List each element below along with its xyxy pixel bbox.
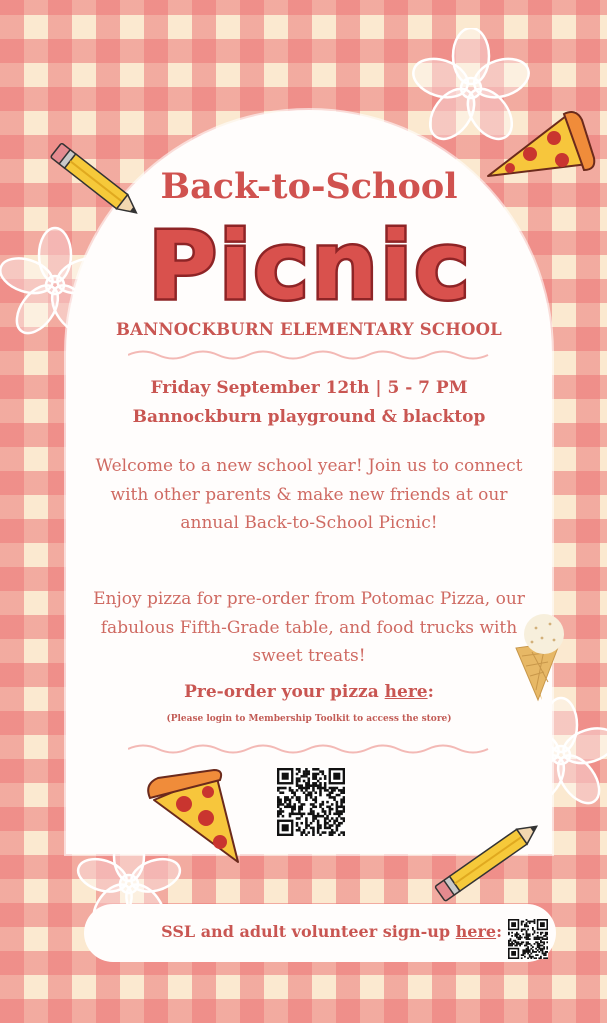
preorder-colon: : bbox=[427, 682, 434, 702]
ice-cream-cone-icon bbox=[512, 612, 572, 702]
preorder-line bbox=[66, 682, 552, 702]
wavy-divider bbox=[128, 348, 490, 362]
volunteer-link[interactable]: here bbox=[455, 922, 497, 941]
preorder-text: Pre-order your pizza bbox=[184, 682, 385, 702]
pizza-slice-icon bbox=[146, 766, 250, 872]
volunteer-colon: : bbox=[496, 922, 502, 941]
school-name: BANNOCKBURN ELEMENTARY SCHOOL bbox=[115, 320, 502, 339]
login-note: (Please login to Membership Toolkit to access the store) bbox=[166, 714, 452, 724]
volunteer-line bbox=[140, 922, 502, 941]
pizza-slice-icon bbox=[484, 110, 596, 196]
pencil-icon bbox=[428, 816, 540, 902]
picnic-title bbox=[118, 212, 502, 316]
wavy-divider bbox=[128, 742, 490, 756]
food-paragraph: Enjoy pizza for pre-order from Potomac Pizza, our fabulous Fifth-Grade table, and food trucks with sweet treats! bbox=[93, 589, 525, 666]
preorder-link[interactable]: here bbox=[384, 682, 428, 702]
welcome-paragraph: Welcome to a new school year! Join us to connect with other parents & make new friends at our annual Back-to-School Picnic! bbox=[95, 456, 523, 533]
event-date-time: Friday September 12th | 5 - 7 PM bbox=[150, 378, 468, 398]
eyebrow-title: Back-to-School bbox=[160, 166, 458, 207]
preorder-qr-code-icon[interactable] bbox=[277, 768, 345, 836]
volunteer-qr-code-icon[interactable] bbox=[508, 919, 548, 959]
volunteer-text: SSL and adult volunteer sign-up bbox=[161, 922, 456, 941]
pencil-icon bbox=[46, 138, 142, 224]
event-location: Bannockburn playground & blacktop bbox=[132, 407, 486, 427]
event-when-where bbox=[66, 374, 552, 432]
picnic-title-text: Picnic bbox=[148, 212, 472, 316]
